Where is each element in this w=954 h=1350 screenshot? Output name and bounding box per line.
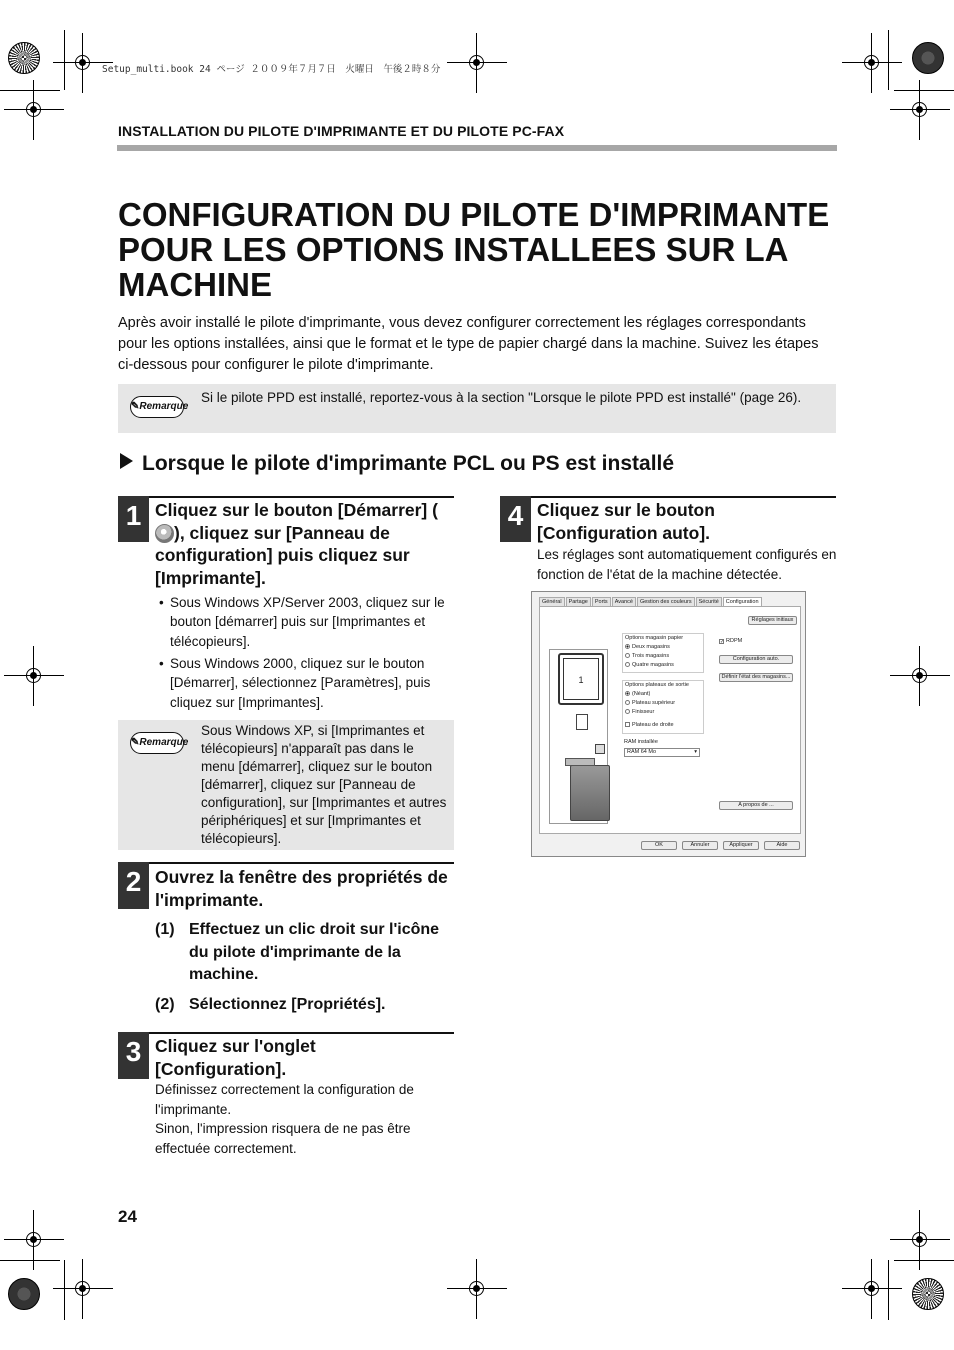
step-body: Définissez correctement la configuration de l'imprimante. xyxy=(155,1082,414,1117)
radio-option[interactable]: Deux magasins xyxy=(625,644,670,651)
remarque-badge-icon: ✎Remarque xyxy=(130,396,184,418)
annuler-button[interactable]: Annuler xyxy=(682,841,718,850)
crosshair-mark xyxy=(447,33,507,93)
trim-line xyxy=(64,30,65,90)
trim-line xyxy=(0,1260,60,1261)
step-number: 2 xyxy=(118,862,149,909)
ok-button[interactable]: OK xyxy=(641,841,677,850)
dropdown-arrow-icon: ▾ xyxy=(694,749,697,755)
note-text: Sous Windows XP, si [Imprimantes et télécopieurs] n'apparaît pas dans le menu [démarrer], cliquez sur le bouton [démarrer], cliquez sur [Panneau de configuration], sur [Imprimantes et autres périphériques] et sur [Imprimantes et télécopieurs]. xyxy=(201,723,447,846)
output-options-group xyxy=(622,680,704,734)
copier-icon xyxy=(570,765,610,821)
note-box xyxy=(118,384,836,433)
paper-sheet: 1 xyxy=(558,653,604,705)
trim-line xyxy=(894,90,954,91)
book-meta: Setup_multi.book 24 ページ ２００９年７月７日 火曜日 午後２時８分 xyxy=(102,64,441,75)
step-rule xyxy=(118,862,454,864)
trim-line xyxy=(888,30,889,90)
crosshair-mark xyxy=(447,1259,507,1319)
printer-properties-dialog xyxy=(531,591,806,857)
tab-gestion-couleurs[interactable]: Gestion des couleurs xyxy=(637,597,695,606)
step-number: 4 xyxy=(500,496,531,542)
section-title: Lorsque le pilote d'imprimante PCL ou PS est installé xyxy=(120,452,674,476)
header-rule xyxy=(117,145,837,151)
tray-preview xyxy=(549,649,608,824)
page-title: CONFIGURATION DU PILOTE D'IMPRIMANTE POUR LES OPTIONS INSTALLEES SUR LA MACHINE xyxy=(118,196,830,303)
tab-configuration[interactable]: Configuration xyxy=(723,597,762,607)
input-options-group xyxy=(622,633,704,673)
group-label: Options magasin papier xyxy=(625,635,684,641)
crosshair-mark xyxy=(4,646,64,706)
crosshair-mark xyxy=(890,646,950,706)
definir-etat-magasins-button[interactable]: Définir l'état des magasins... xyxy=(719,673,793,682)
note-box xyxy=(118,720,454,850)
step-title: Ouvrez la fenêtre des propriétés de l'imprimante. xyxy=(155,867,448,910)
step-body: Les réglages sont automatiquement configurés en fonction de l'état de la machine détectée. xyxy=(537,547,837,582)
step-title: Cliquez sur le bouton [Configuration auto]. xyxy=(537,500,715,543)
step-rule xyxy=(118,496,454,498)
trim-line xyxy=(0,90,60,91)
tab-avance[interactable]: Avancé xyxy=(612,597,636,606)
step-body: Sinon, l'impression risquera de ne pas être effectuée correctement. xyxy=(155,1121,411,1156)
ram-label: RAM installée xyxy=(624,739,658,745)
step-number: 3 xyxy=(118,1032,149,1079)
rdpm-checkbox[interactable]: ✓ RDPM xyxy=(720,638,743,645)
appliquer-button[interactable]: Appliquer xyxy=(723,841,759,850)
list-item: • Sous Windows XP/Server 2003, cliquez sur le bouton [démarrer] puis sur [Imprimantes et télécopieurs]. xyxy=(170,593,454,651)
radio-option[interactable]: (Néant) xyxy=(625,691,650,698)
registration-disc-bottom-left xyxy=(8,1278,40,1310)
registration-disc-bottom-right xyxy=(912,1278,944,1310)
configuration-panel xyxy=(539,606,801,834)
tab-partage[interactable]: Partage xyxy=(566,597,591,606)
output-tray-icon xyxy=(576,714,588,730)
radio-option[interactable]: Trois magasins xyxy=(625,653,669,660)
configuration-auto-button[interactable]: Configuration auto. xyxy=(719,655,793,664)
crosshair-mark xyxy=(4,80,64,140)
radio-icon xyxy=(625,653,630,658)
step-rule xyxy=(118,1032,454,1034)
step-rule xyxy=(500,496,836,498)
tab-general[interactable]: Général xyxy=(539,597,565,606)
note-text: Si le pilote PPD est installé, reportez-vous à la section "Lorsque le pilote PPD est installé" (page 26). xyxy=(201,390,802,405)
trim-line xyxy=(894,1260,954,1261)
tab-ports[interactable]: Ports xyxy=(592,597,611,606)
aide-button[interactable]: Aide xyxy=(764,841,800,850)
page-header: INSTALLATION DU PILOTE D'IMPRIMANTE ET DU PILOTE PC-FAX xyxy=(118,123,565,139)
step-title: Cliquez sur le bouton [Démarrer] (), cliquez sur [Panneau de configuration] puis cliquez sur [Imprimante]. xyxy=(155,500,438,588)
radio-option[interactable]: Quatre magasins xyxy=(625,662,674,669)
reglages-initiaux-button[interactable]: Réglages initiaux xyxy=(748,616,797,625)
trim-line xyxy=(64,1260,65,1320)
substep: (2) Sélectionnez [Propriétés]. xyxy=(155,996,386,1013)
registration-disc-top-right xyxy=(912,42,944,74)
radio-option[interactable]: Finisseur xyxy=(625,709,654,716)
checkbox-icon xyxy=(625,722,630,727)
radio-icon xyxy=(625,662,630,667)
page-number: 24 xyxy=(118,1207,137,1226)
radio-icon xyxy=(625,700,630,705)
group-label: Options plateaux de sortie xyxy=(625,682,689,688)
checkbox-option[interactable]: Plateau de droite xyxy=(625,722,674,729)
step-number: 1 xyxy=(118,496,149,542)
tab-securite[interactable]: Sécurité xyxy=(696,597,722,606)
checkbox-icon: ✓ xyxy=(720,639,725,645)
triangle-icon xyxy=(120,453,133,469)
registration-disc-top-left xyxy=(8,42,40,74)
ram-select[interactable]: RAM 64 Mo ▾ xyxy=(624,748,700,757)
step-title: Cliquez sur l'onglet [Configuration]. xyxy=(155,1036,316,1079)
intro-paragraph: Après avoir installé le pilote d'imprimante, vous devez configurer correctement les réglages correspondants pour les options installées, ainsi que le format et le type de papier chargé dans la machine. Suivez les étapes ci-dessous pour configurer le pilote d'imprimante. xyxy=(118,315,819,373)
trim-line xyxy=(888,1260,889,1320)
substep: (1) Effectuez un clic droit sur l'icône du pilote d'imprimante de la machine. xyxy=(155,921,440,983)
crosshair-mark xyxy=(53,1259,113,1319)
crosshair-mark xyxy=(842,1259,902,1319)
crosshair-mark xyxy=(890,80,950,140)
dialog-tabs xyxy=(539,597,763,606)
radio-option[interactable]: Plateau supérieur xyxy=(625,700,675,707)
about-button[interactable]: A propos de ... xyxy=(719,801,793,810)
radio-icon xyxy=(625,644,630,649)
radio-icon xyxy=(625,709,630,714)
list-item: • Sous Windows 2000, cliquez sur le bouton [Démarrer], sélectionnez [Paramètres], puis cliquez sur [Imprimantes]. xyxy=(170,654,454,712)
radio-icon xyxy=(625,691,630,696)
remarque-badge-icon: ✎Remarque xyxy=(130,732,184,754)
windows-start-icon xyxy=(155,524,174,543)
paper-stack-icon xyxy=(595,744,605,754)
